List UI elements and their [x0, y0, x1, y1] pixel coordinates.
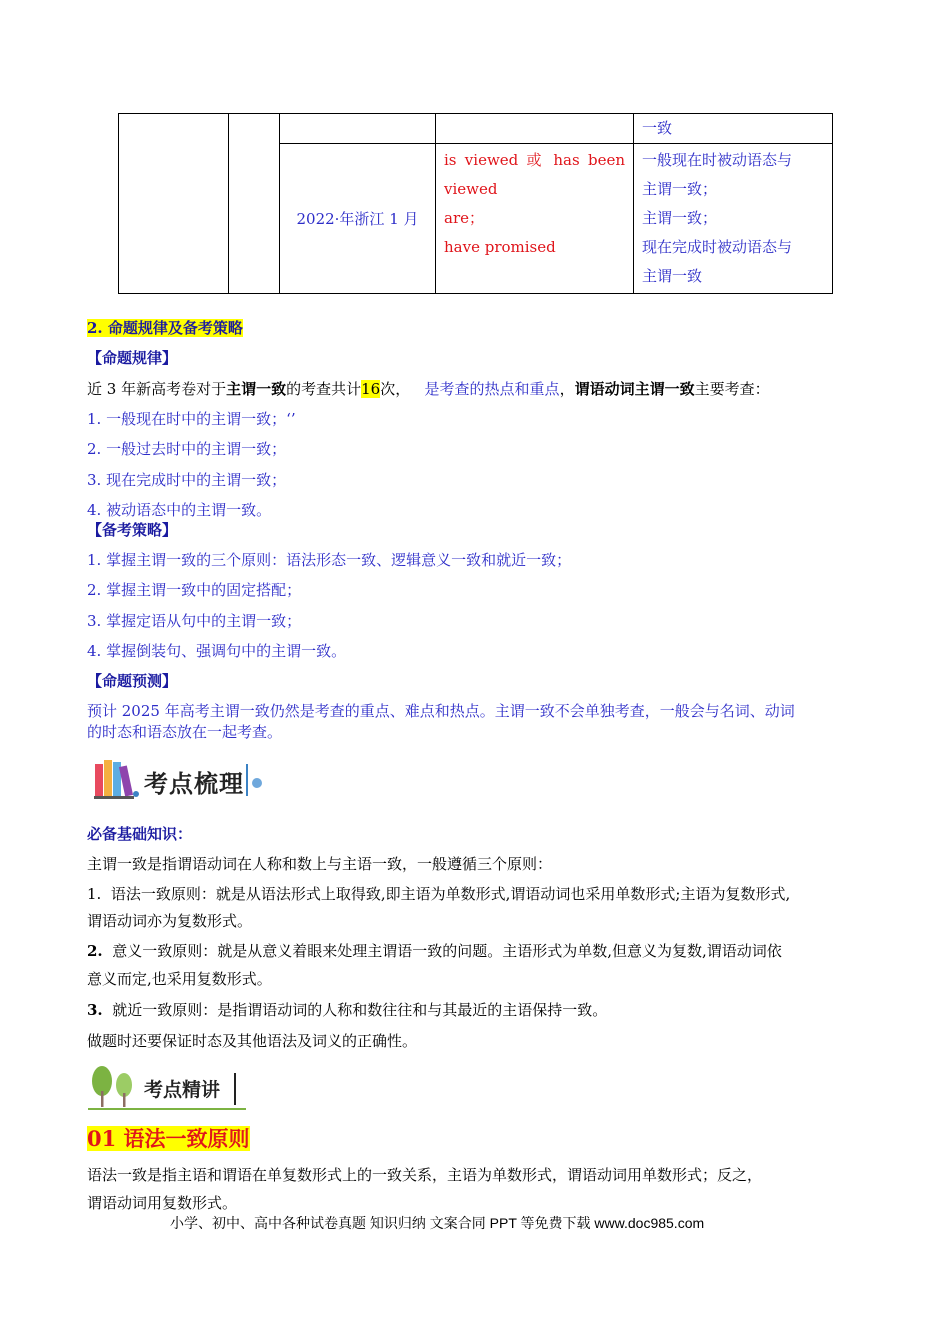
principle-1 [87, 883, 790, 904]
banner-bar [234, 1073, 236, 1105]
usage-line: 现在完成时被动语态与 [642, 238, 793, 256]
table-cell [119, 114, 229, 294]
strategy-item: 1. 掌握主谓一致的三个原则：语法形态一致、逻辑意义一致和就近一致； [87, 551, 572, 569]
usage-line: 一般现在时被动语态与 [642, 151, 793, 169]
banner-dot [252, 778, 262, 788]
usage-line: 主谓一致 [642, 267, 703, 285]
answer-line: are； [444, 209, 484, 227]
basics-intro: 主谓一致是指谓语动词在人称和数上与主语一致，一般遵循三个原则： [87, 855, 553, 873]
answer-cell [436, 144, 634, 294]
exam-cell [280, 144, 436, 294]
rules-intro [87, 378, 770, 399]
principle-text: 就近一致原则：是指谓语动词的人称和数往往和与其最近的主语保持一致。 [112, 1001, 608, 1019]
rule-item: 3. 现在完成时中的主谓一致； [87, 471, 287, 489]
books-icon [92, 758, 142, 802]
section-01-title [87, 1123, 250, 1153]
answer-line: is viewed 或 has been [444, 151, 625, 169]
answer-line: have promised [444, 238, 556, 256]
basics-heading: 必备基础知识： [87, 825, 193, 843]
text-run: 主谓一致 [226, 380, 287, 398]
page-footer: 小学、初中、高中各种试卷真题 知识归纳 文案合同 PPT 等免费下载 www.doc985.com [170, 1215, 705, 1231]
kaodian-shuli-banner [92, 758, 272, 804]
section-01-text: 语法一致是指主语和谓语在单复数形式上的一致关系，主语为单数形式，谓语动词用单数形式；反之， [87, 1166, 763, 1184]
highlight-count: 16 [361, 380, 381, 398]
rule-item: 2. 一般过去时中的主谓一致； [87, 440, 287, 458]
text-run: 的考查共计 [286, 380, 362, 398]
usage-line: 主谓一致； [642, 180, 718, 198]
basics-note: 做题时还要保证时态及其他语法及词义的正确性。 [87, 1032, 418, 1050]
principle-2 [87, 940, 782, 961]
strategy-item: 4. 掌握倒装句、强调句中的主谓一致。 [87, 642, 347, 660]
text-run: 主要考查： [694, 380, 770, 398]
exam-table [118, 113, 833, 294]
principle-number: 2. [87, 942, 103, 960]
strategy-heading: 【备考策略】 [87, 521, 178, 539]
table-cell [280, 114, 436, 144]
principle-text: 语法一致原则：就是从语法形式上取得致,即主语为单数形式,谓语动词也采用单数形式;主语为复数形式, [110, 885, 791, 903]
banner-underline [88, 1108, 246, 1110]
strategy-item: 2. 掌握主谓一致中的固定搭配； [87, 581, 302, 599]
rule-item: 4. 被动语态中的主谓一致。 [87, 501, 272, 519]
forecast-heading: 【命题预测】 [87, 672, 178, 690]
kaodian-jingjiang-banner [88, 1065, 248, 1111]
section-01-text: 谓语动词用复数形式。 [87, 1194, 238, 1212]
principle-number: 1. [87, 885, 102, 903]
banner-bar [246, 764, 248, 796]
usage-cell [634, 144, 833, 294]
text-run: 是考查的热点和重点 [424, 380, 560, 398]
banner-label: 考点梳理 [144, 770, 244, 798]
trees-icon [88, 1065, 138, 1111]
principle-3 [87, 999, 607, 1020]
principle-1-cont: 谓语动词亦为复数形式。 [87, 912, 253, 930]
usage-line: 主谓一致； [642, 209, 718, 227]
table-cell [229, 114, 280, 294]
section-title [87, 317, 243, 338]
strategy-item: 3. 掌握定语从句中的主谓一致； [87, 612, 302, 630]
exam-label: 2022·年浙江 1 月 [296, 210, 419, 228]
text-run: 次， [380, 380, 411, 398]
text-run: 谓语动词主谓一致 [574, 380, 695, 398]
principle-text: 意义一致原则：就是从意义着眼来处理主谓语一致的问题。主语形式为单数,但意义为复数,谓语动词依 [112, 942, 782, 960]
usage-text: 一致 [642, 119, 673, 137]
banner-label: 考点精讲 [144, 1079, 221, 1101]
rules-heading: 【命题规律】 [87, 349, 178, 367]
answer-line: viewed [444, 180, 498, 198]
text-run: ， [559, 380, 575, 398]
rule-item: 1. 一般现在时中的主谓一致；‘’ [87, 410, 296, 428]
table-row [119, 114, 833, 144]
forecast-text: 预计 2025 年高考主谓一致仍然是考查的重点、难点和热点。主谓一致不会单独考查，一般会与名词、动词 [87, 702, 795, 720]
principle-2-cont: 意义而定,也采用复数形式。 [87, 970, 272, 988]
section-title-text: 2. 命题规律及备考策略 [87, 319, 243, 337]
principle-number: 3. [87, 1001, 103, 1019]
text-run: 近 3 年新高考卷对于 [87, 380, 227, 398]
table-cell [436, 114, 634, 144]
section-01-title-text: 01 语法一致原则 [87, 1126, 250, 1151]
usage-cell [634, 114, 833, 144]
forecast-text: 的时态和语态放在一起考查。 [87, 723, 283, 741]
